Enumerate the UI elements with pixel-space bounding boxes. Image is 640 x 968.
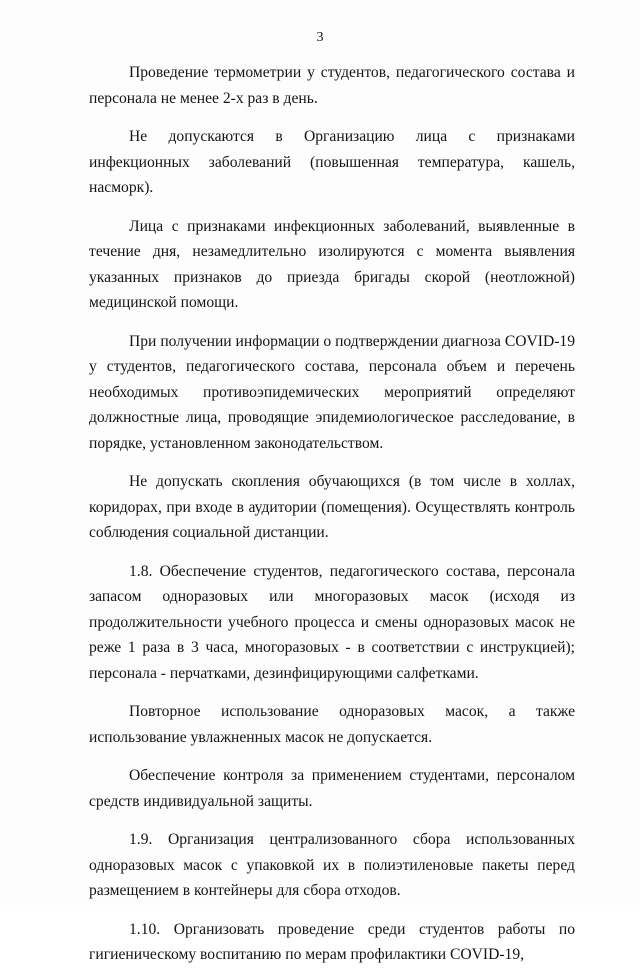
paragraph-section-1-9: 1.9. Организация централизованного сбора использованных одноразовых масок с упаковкой их в полиэтиленовые пакеты перед размещением в контейнеры для сбора отходов. [89,831,575,899]
paragraph-covid-diagnosis: При получении информации о подтверждении диагноза COVID-19 у студентов, педагогического состава, персонала объем и перечень необходимых противоэпидемических мероприятий определяют должностные лица, проводящие эпидемиологическое расследование, в порядке, установленном законодательством. [89,332,575,452]
paragraph-thermometry: Проведение термометрии у студентов, педагогического состава и персонала не менее 2-х раз в день. [89,64,575,107]
document-body [89,60,575,968]
paragraph-social-distance: Не допускать скопления обучающихся (в том числе в холлах, коридорах, при входе в аудитории (помещения). Осуществлять контроль соблюдения социальной дистанции. [89,473,575,541]
page-number: 3 [316,30,324,45]
paragraph-no-admission: Не допускаются в Организацию лица с признаками инфекционных заболеваний (повышенная температура, кашель, насморк). [89,128,575,196]
paragraph-ppe-control: Обеспечение контроля за применением студентами, персоналом средств индивидуальной защиты. [89,767,575,810]
paragraph-isolation: Лица с признаками инфекционных заболеваний, выявленные в течение дня, незамедлительно изолируются с момента выявления указанных признаков до приезда бригады скорой (неотложной) медицинской помощи. [89,217,575,311]
paragraph-section-1-8: 1.8. Обеспечение студентов, педагогического состава, персонала запасом одноразовых или многоразовых масок (исходя из продолжительности учебного процесса и смены одноразовых масок не реже 1 раза в 3 часа, многоразовых - в соответствии с инструкцией); персонала - перчатками, дезинфицирующими салфетками. [89,562,575,682]
paragraph-section-1-10: 1.10. Организовать проведение среди студентов работы по гигиеническому воспитанию по мерам профилактики COVID-19, [89,920,575,963]
paragraph-mask-reuse: Повторное использование одноразовых масок, а также использование увлажненных масок не допускается. [89,703,575,746]
